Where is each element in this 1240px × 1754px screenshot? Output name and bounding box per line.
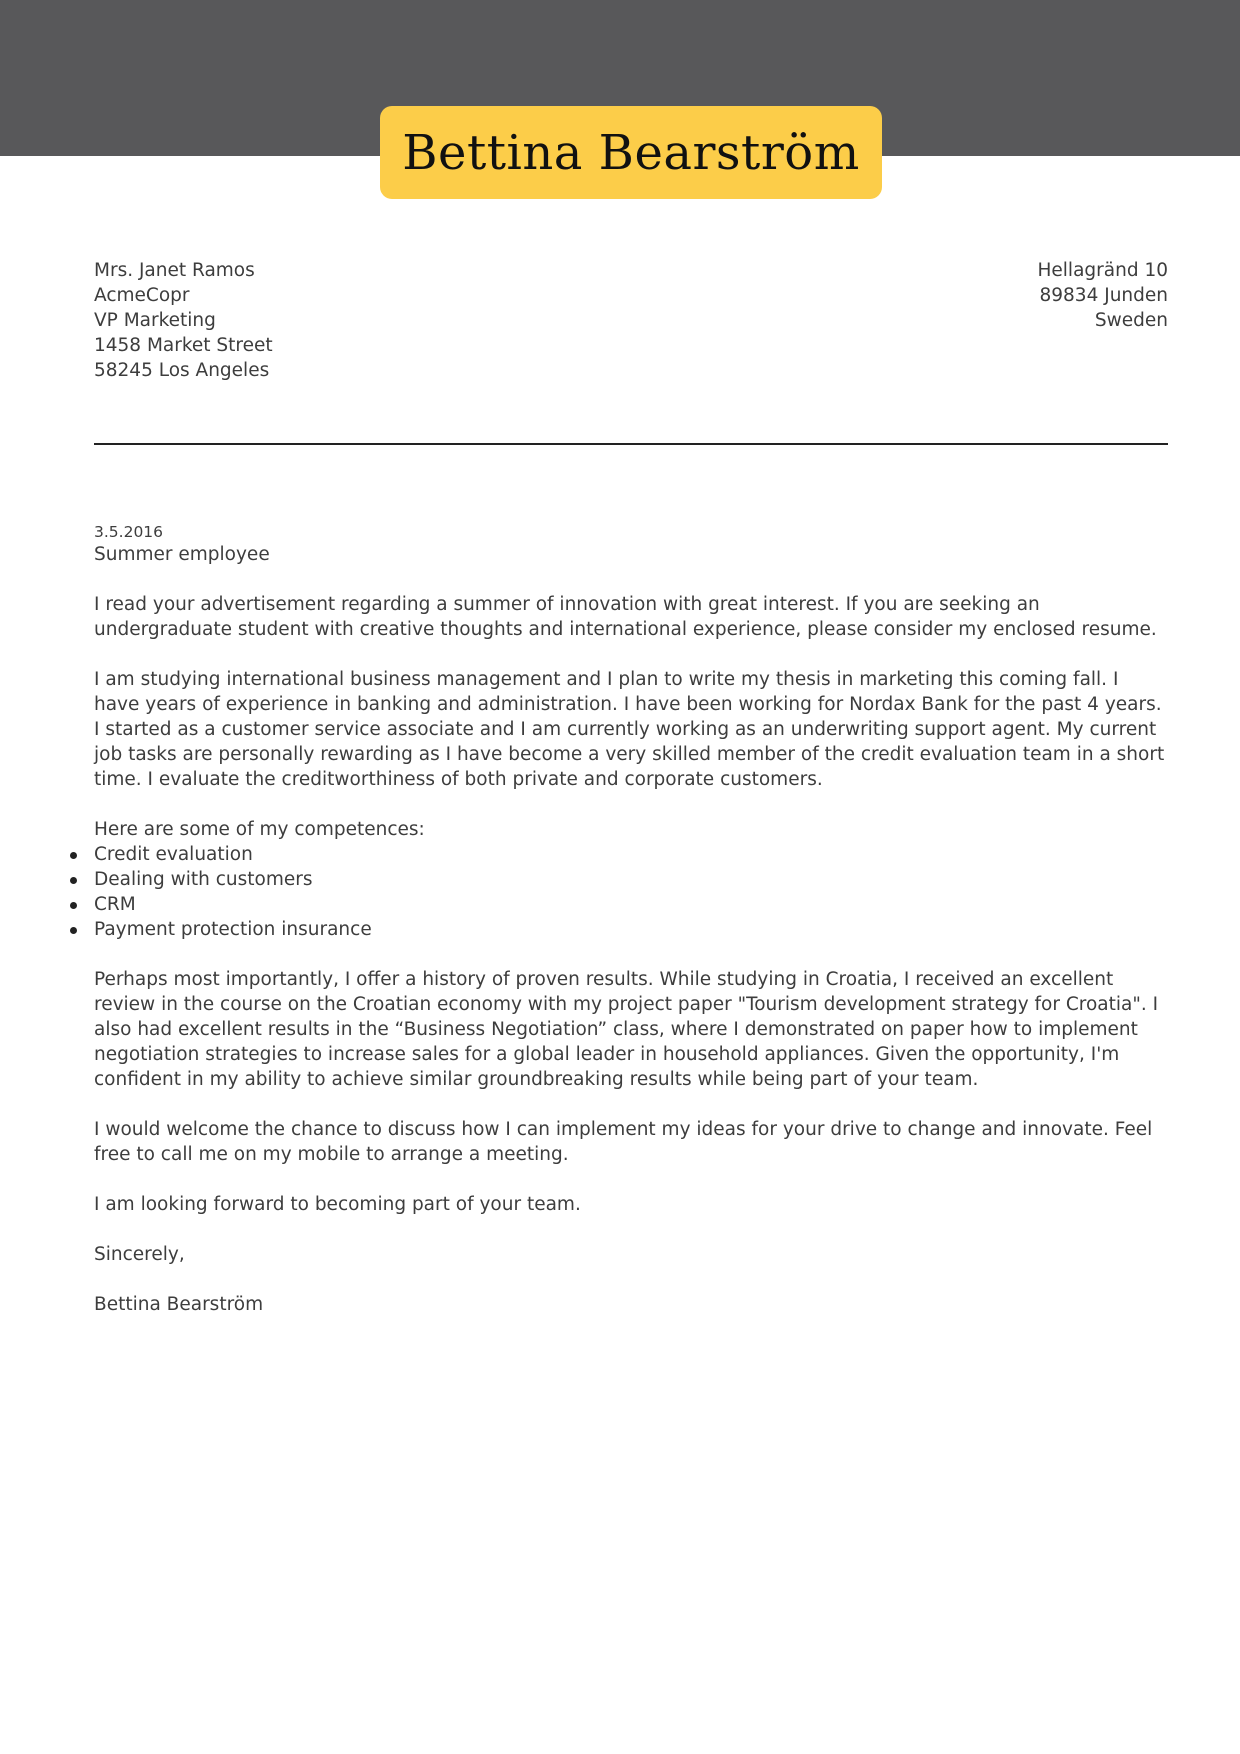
- paragraph-intro: I read your advertisement regarding a summer of innovation with great interest. If you are seeking an undergraduate student with creative thoughts and international experience, please consider my enclosed resume.: [94, 594, 1157, 640]
- bullet-icon: [70, 877, 77, 884]
- competences-list: [94, 842, 1168, 942]
- list-item: [94, 917, 1168, 942]
- competences-intro: Here are some of my competences:: [94, 819, 425, 840]
- recipient-name: Mrs. Janet Ramos: [94, 260, 255, 281]
- competence-label: Dealing with customers: [94, 869, 313, 890]
- competence-label: Credit evaluation: [94, 844, 253, 865]
- recipient-title: VP Marketing: [94, 310, 216, 331]
- letter-body: [94, 522, 1168, 1342]
- recipient-city: 58245 Los Angeles: [94, 360, 270, 381]
- applicant-name: Bettina Bearström: [402, 124, 860, 181]
- paragraph-experience: I am studying international business management and I plan to write my thesis in marketing this coming fall. I have years of experience in banking and administration. I have been working for Nordax Bank for the past 4 years. I started as a customer service associate and I am currently working as an underwriting support agent. My current job tasks are personally rewarding as I have become a very skilled member of the credit evaluation team in a short time. I evaluate the creditworthiness of both private and corporate customers.: [94, 669, 1165, 790]
- recipient-company: AcmeCopr: [94, 285, 190, 306]
- divider-line: [94, 443, 1168, 445]
- letter-signature: Bettina Bearström: [94, 1294, 264, 1315]
- competence-label: CRM: [94, 894, 136, 915]
- name-badge: [380, 106, 882, 199]
- paragraph-forward: I am looking forward to becoming part of your team.: [94, 1194, 581, 1215]
- sender-street: Hellagränd 10: [1037, 260, 1168, 281]
- sender-city: 89834 Junden: [1039, 285, 1168, 306]
- letter-date: 3.5.2016: [94, 523, 164, 541]
- sender-country: Sweden: [1094, 310, 1168, 331]
- list-item: [94, 842, 1168, 867]
- competence-label: Payment protection insurance: [94, 919, 372, 940]
- sender-address: [1038, 258, 1169, 333]
- bullet-icon: [70, 852, 77, 859]
- list-item: [94, 892, 1168, 917]
- letter-closing: Sincerely,: [94, 1244, 185, 1265]
- letter-subject: Summer employee: [94, 544, 270, 565]
- paragraph-results: Perhaps most importantly, I offer a history of proven results. While studying in Croatia, I received an excellent review in the course on the Croatian economy with my project paper "Tourism development strategy for Croatia". I also had excellent results in the “Business Negotiation” class, where I demonstrated on paper how to implement negotiation strategies to increase sales for a global leader in household appliances. Given the opportunity, I'm confident in my ability to achieve similar groundbreaking results while being part of your team.: [94, 969, 1159, 1090]
- bullet-icon: [70, 902, 77, 909]
- bullet-icon: [70, 927, 77, 934]
- recipient-address: [94, 258, 273, 383]
- recipient-street: 1458 Market Street: [94, 335, 273, 356]
- paragraph-invitation: I would welcome the chance to discuss how I can implement my ideas for your drive to change and innovate. Feel free to call me on my mobile to arrange a meeting.: [94, 1119, 1153, 1165]
- list-item: [94, 867, 1168, 892]
